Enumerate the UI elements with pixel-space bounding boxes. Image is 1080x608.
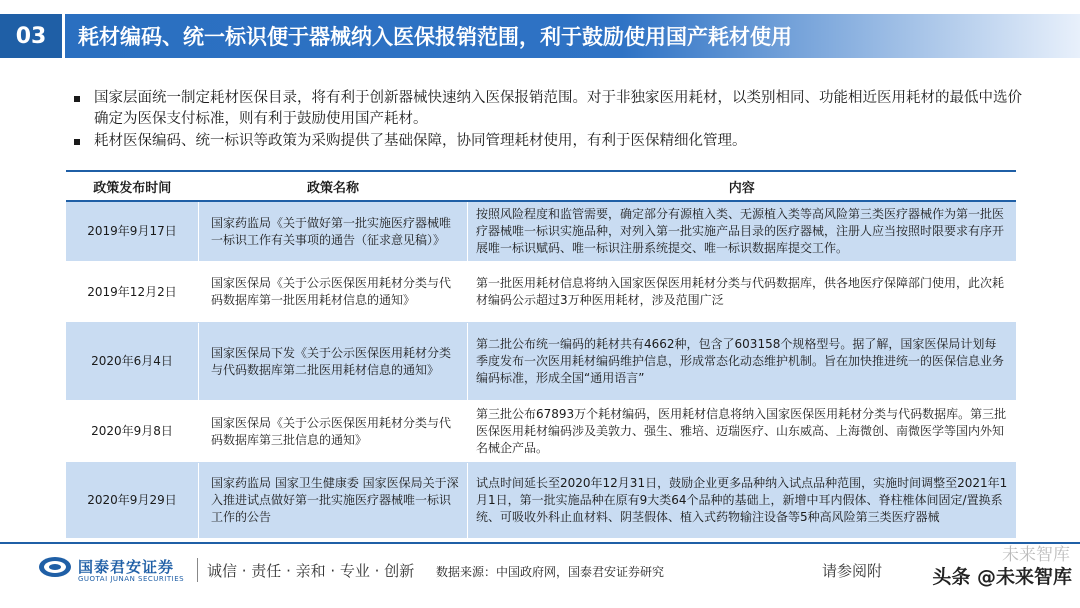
bullet-square-icon <box>74 139 80 145</box>
company-logo-icon <box>38 556 72 578</box>
row-date: 2020年6月4日 <box>66 323 199 401</box>
row-content: 第三批公布67893万个耗材编码，医用耗材信息将纳入国家医保医用耗材分类与代码数据库。第三批医保医用耗材编码涉及美敦力、强生、雅培、迈瑞医疗、山东威高、上海微创、南微医学等国内外知名械企产品。 <box>468 401 1017 463</box>
footer-vertical-divider <box>197 558 198 582</box>
company-slogan: 诚信 · 责任 · 亲和 · 专业 · 创新 <box>207 562 415 580</box>
row-content: 第二批公布统一编码的耗材共有4662种，包含了603158个规格型号。据了解，国家医保局计划每季度发布一次医用耗材编码维护信息，形成常态化动态维护机制。旨在加快推进统一的医保信息业务编码标准，形成全国“通用语言” <box>468 323 1017 401</box>
table-row <box>66 262 1016 323</box>
header-content: 内容 <box>468 171 1017 201</box>
disclaimer-link: 请参阅附 <box>822 562 883 580</box>
policy-table <box>66 170 1016 539</box>
row-policy-name: 国家医保局《关于公示医保医用耗材分类与代码数据库第一批医用耗材信息的通知》 <box>199 262 468 323</box>
table-row <box>66 401 1016 463</box>
row-policy-name: 国家医保局《关于公示医保医用耗材分类与代码数据库第三批信息的通知》 <box>199 401 468 463</box>
header-separator <box>62 14 65 58</box>
header-policy-name: 政策名称 <box>199 171 468 201</box>
table-row <box>66 463 1016 539</box>
bullet-item <box>72 88 1032 130</box>
row-content: 试点时间延长至2020年12月31日，鼓励企业更多品种纳入试点品种范围，实施时间调整至2021年1月1日，第一批实施品种在原有9大类64个品种的基础上，新增中耳内假体、脊柱椎体间固定/置换系统、可吸收外科止血材料、阴茎假体、植入式药物输注设备等5种高风险第三类医疗器械 <box>468 463 1017 539</box>
row-policy-name: 国家药监局 国家卫生健康委 国家医保局关于深入推进试点做好第一批实施医疗器械唯一标识工作的公告 <box>199 463 468 539</box>
header-date: 政策发布时间 <box>66 171 199 201</box>
company-name-en: GUOTAI JUNAN SECURITIES <box>78 575 185 583</box>
bullet-text: 耗材医保编码、统一标识等政策为采购提供了基础保障，协同管理耗材使用，有利于医保精细化管理。 <box>94 133 747 149</box>
section-number: 03 <box>0 14 62 58</box>
bullet-list <box>72 88 1032 153</box>
row-date: 2020年9月8日 <box>66 401 199 463</box>
footer-divider <box>0 542 1080 544</box>
row-content: 第一批医用耗材信息将纳入国家医保医用耗材分类与代码数据库，供各地医疗保障部门使用，此次耗材编码公示超过3万种医用耗材，涉及范围广泛 <box>468 262 1017 323</box>
bullet-text: 国家层面统一制定耗材医保目录，将有利于创新器械快速纳入医保报销范围。对于非独家医用耗材，以类别相同、功能相近医用耗材的最低中选价确定为医保支付标准，则有利于鼓励使用国产耗材。 <box>94 90 1022 127</box>
bullet-item <box>72 131 1032 152</box>
page-title: 耗材编码、统一标识便于器械纳入医保报销范围，利于鼓励使用国产耗材使用 <box>62 14 1080 58</box>
row-policy-name: 国家医保局下发《关于公示医保医用耗材分类与代码数据库第二批医用耗材信息的通知》 <box>199 323 468 401</box>
row-date: 2019年9月17日 <box>66 201 199 262</box>
table-row <box>66 201 1016 262</box>
row-date: 2020年9月29日 <box>66 463 199 539</box>
row-policy-name: 国家药监局《关于做好第一批实施医疗器械唯一标识工作有关事项的通告（征求意见稿）》 <box>199 201 468 262</box>
table-row <box>66 323 1016 401</box>
row-content: 按照风险程度和监管需要，确定部分有源植入类、无源植入类等高风险第三类医疗器械作为第一批医疗器械唯一标识实施品种，对列入第一批实施产品目录的医疗器械，注册人应当按照时限要求有序开展唯一标识赋码、唯一标识注册系统提交、唯一标识数据库提交工作。 <box>468 201 1017 262</box>
watermark-faded: 未来智库 <box>1002 545 1070 565</box>
watermark: 头条 @未来智库 <box>932 566 1072 588</box>
data-source: 数据来源：中国政府网，国泰君安证券研究 <box>436 565 665 579</box>
row-date: 2019年12月2日 <box>66 262 199 323</box>
table-header-row <box>66 171 1016 201</box>
bullet-square-icon <box>74 96 80 102</box>
company-name: 国泰君安证券 <box>78 558 175 576</box>
